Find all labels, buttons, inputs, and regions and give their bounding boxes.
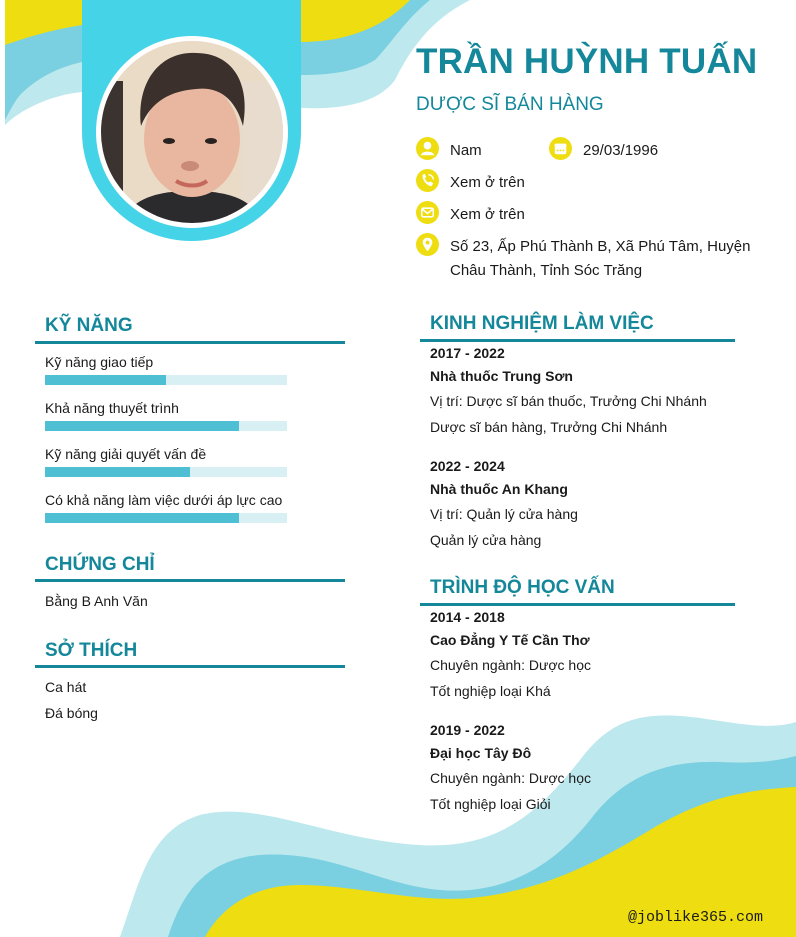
phone-icon xyxy=(416,169,439,192)
experience-detail: Vị trí: Quản lý cửa hàng xyxy=(430,506,578,522)
skill-label: Kỹ năng giải quyết vấn đề xyxy=(45,446,207,462)
hobby-item: Đá bóng xyxy=(45,705,98,721)
experience-detail: Quản lý cửa hàng xyxy=(430,532,542,548)
skill-bar-fill xyxy=(45,467,190,477)
calendar-icon xyxy=(549,137,572,160)
education-detail: Chuyên ngành: Dược học xyxy=(430,657,591,673)
job-title: DƯỢC SĨ BÁN HÀNG xyxy=(416,94,604,115)
gender-value: Nam xyxy=(450,142,482,159)
education-heading: TRÌNH ĐỘ HỌC VẤN xyxy=(430,577,615,598)
hobbies-heading: SỞ THÍCH xyxy=(45,640,138,661)
skill-bar xyxy=(45,513,287,523)
experience-period: 2022 - 2024 xyxy=(430,458,505,474)
experience-detail: Dược sĩ bán hàng, Trưởng Chi Nhánh xyxy=(430,419,668,435)
candidate-name: TRẦN HUỲNH TUẤN xyxy=(416,42,758,81)
skill-bar xyxy=(45,467,287,477)
location-icon xyxy=(416,233,439,256)
skills-divider xyxy=(35,341,345,344)
mail-icon xyxy=(416,201,439,224)
experience-detail: Vị trí: Dược sĩ bán thuốc, Trưởng Chi Nhánh xyxy=(430,393,707,409)
skill-bar-fill xyxy=(45,513,239,523)
education-detail: Tốt nghiệp loại Khá xyxy=(430,683,551,699)
certificates-heading: CHỨNG CHỈ xyxy=(45,554,155,575)
hobbies-divider xyxy=(35,665,345,668)
skill-label: Khả năng thuyết trình xyxy=(45,400,179,416)
birthday-value: 29/03/1996 xyxy=(583,142,659,159)
skill-label: Kỹ năng giao tiếp xyxy=(45,354,154,370)
skill-bar-fill xyxy=(45,375,166,385)
profile-photo xyxy=(101,41,283,223)
certificate-item: Bằng B Anh Văn xyxy=(45,593,148,609)
email-value[interactable]: Xem ở trên xyxy=(450,206,525,223)
education-divider xyxy=(420,603,735,606)
education-period: 2019 - 2022 xyxy=(430,722,505,738)
skills-heading: KỸ NĂNG xyxy=(45,315,133,336)
phone-value[interactable]: Xem ở trên xyxy=(450,174,525,191)
experience-period: 2017 - 2022 xyxy=(430,345,505,361)
skill-bar-fill xyxy=(45,421,239,431)
hobby-item: Ca hát xyxy=(45,679,87,695)
education-period: 2014 - 2018 xyxy=(430,609,505,625)
certificates-divider xyxy=(35,579,345,582)
watermark[interactable]: @joblike365.com xyxy=(628,909,764,926)
skill-label: Có khả năng làm việc dưới áp lực cao xyxy=(45,492,283,508)
experience-company: Nhà thuốc Trung Sơn xyxy=(430,368,573,384)
address-line-2: Châu Thành, Tỉnh Sóc Trăng xyxy=(450,262,643,279)
education-detail: Tốt nghiệp loại Giỏi xyxy=(430,796,551,812)
experience-company: Nhà thuốc An Khang xyxy=(430,481,568,497)
portrait-illustration xyxy=(101,41,283,223)
education-school: Đại học Tây Đô xyxy=(430,745,532,761)
experience-heading: KINH NGHIỆM LÀM VIỆC xyxy=(430,313,654,334)
skill-bar xyxy=(45,375,287,385)
experience-divider xyxy=(420,339,735,342)
education-detail: Chuyên ngành: Dược học xyxy=(430,770,591,786)
user-icon xyxy=(416,137,439,160)
education-school: Cao Đẳng Y Tế Cần Thơ xyxy=(430,632,590,648)
address-line-1: Số 23, Ấp Phú Thành B, Xã Phú Tâm, Huyện xyxy=(450,238,751,255)
skill-bar xyxy=(45,421,287,431)
